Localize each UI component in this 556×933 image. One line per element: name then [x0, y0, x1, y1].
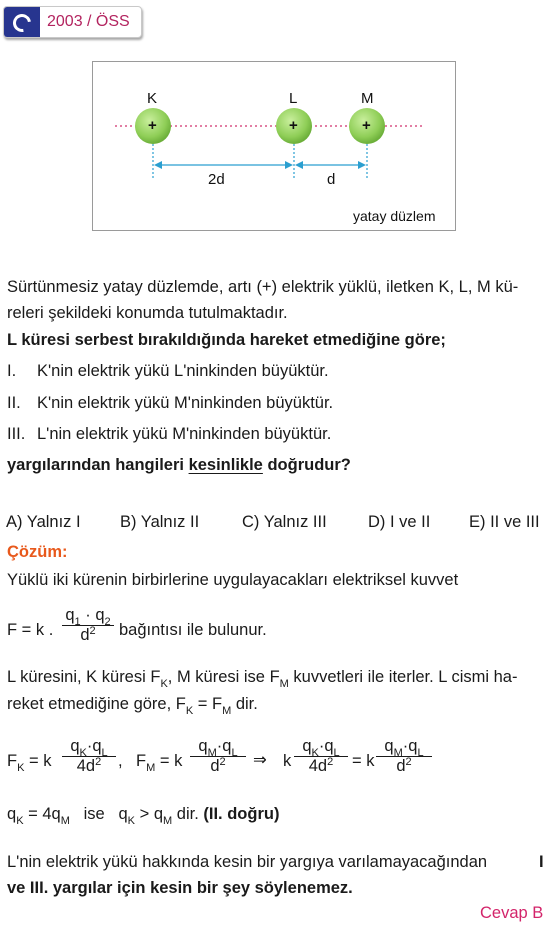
year-tag — [3, 6, 142, 38]
plane-label: yatay düzlem — [353, 208, 436, 224]
solution-line-1: Yüklü iki kürenin birbirlerine uygulayacakları elektriksel kuvvet — [7, 571, 459, 589]
conclusion-bold-i: I — [539, 853, 544, 871]
label-k: K — [147, 90, 158, 107]
eq-fm-fraction: $q_M\cdot q_L$ $d^2$ — [190, 737, 246, 776]
solution-para-2-line-1: L küresini, K küresi $F_K$, M küresi ise $F_M$ kuvvetleri ile iterler. L cismi ha- — [7, 668, 518, 690]
prompt-post: doğrudur? — [262, 456, 351, 474]
option-e[interactable]: E) II ve III — [469, 513, 540, 531]
statement-3-num: III. — [7, 425, 26, 443]
tag-icon-box — [4, 7, 40, 38]
result-dir: dir. — [176, 805, 199, 823]
solution-para-2-line-2: reket etmediğine göre, $F_K = F_M$ dir. — [7, 695, 258, 717]
option-b[interactable]: B) Yalnız II — [120, 513, 200, 531]
dim-kl-label: 2d — [208, 171, 225, 188]
eq-comma: , — [118, 752, 123, 770]
coulomb-numerator: $q_1 \cdot q_2$ — [65, 606, 111, 628]
eq-k1: k — [283, 752, 292, 770]
option-a[interactable]: A) Yalnız I — [6, 513, 81, 531]
result-row: $q_K = 4q_M$ ise $q_K > q_M$ dir. (II. doğru) — [7, 805, 280, 827]
para2-c: kuvvetleri ile iterler. L cismi ha- — [288, 668, 518, 686]
answer-label: Cevap B — [480, 904, 544, 922]
para2-a: L küresini, K küresi F — [7, 668, 161, 686]
option-d[interactable]: D) I ve II — [368, 513, 431, 531]
result-ise: ise — [83, 805, 105, 823]
arrow-lm-right — [358, 161, 366, 169]
formula-rhs: bağıntısı ile bulunur. — [119, 621, 267, 639]
question-line-1: Sürtünmesiz yatay düzlemde, artı (+) elektrik yüklü, iletken K, L, M kü- — [7, 278, 519, 296]
eq-fk-fraction: $q_K\cdot q_L$ $4d^2$ — [62, 737, 116, 776]
statement-1-text: K'nin elektrik yükü L'ninkinden büyüktür. — [37, 362, 329, 380]
eq-fm-lhs: $F_M = k$ — [136, 752, 183, 774]
statement-3-text: L'nin elektrik yükü M'ninkinden büyüktür. — [37, 425, 332, 443]
eq-rhs-fraction: $q_M\cdot q_L$ $d^2$ — [376, 737, 432, 776]
charge-k: + — [148, 117, 157, 134]
statement-1-num: I. — [7, 362, 17, 380]
para2-b: , M küresi ise F — [167, 668, 280, 686]
question-line-2: releri şekildeki konumda tutulmaktadır. — [7, 304, 288, 322]
formula-lhs: F = k . — [7, 621, 54, 639]
charge-m: + — [362, 117, 371, 134]
solution-heading: Çözüm: — [7, 543, 68, 561]
arrow-kl-left — [154, 161, 162, 169]
statement-3 — [7, 425, 332, 444]
charge-l: + — [289, 117, 298, 134]
tag-label: 2003 / ÖSS — [47, 13, 130, 30]
prompt-pre: yargılarından hangileri — [7, 456, 189, 474]
eq-equals-k: = k — [352, 752, 375, 770]
prompt-underlined: kesinlikle — [188, 456, 263, 474]
coulomb-denominator: $d^2$ — [80, 625, 96, 644]
question-condition: L küresi serbest bırakıldığında hareket etmediğine göre; — [7, 331, 446, 349]
conclusion-line-1 — [7, 853, 487, 872]
conclusion-line-2: ve III. yargılar için kesin bir şey söylenemez. — [7, 879, 353, 897]
label-l: L — [289, 90, 298, 107]
spheres-diagram — [93, 62, 455, 230]
question-prompt — [7, 456, 351, 475]
coulomb-fraction — [62, 606, 114, 645]
conclusion-text-1: L'nin elektrik yükü hakkında kesin bir yargıya varılamayacağından — [7, 853, 488, 871]
option-c[interactable]: C) Yalnız III — [242, 513, 327, 531]
dim-lm-label: d — [327, 171, 336, 188]
eq-fk-lhs: $F_K = k$ — [7, 752, 52, 774]
para2-d: reket etmediğine göre, F — [7, 695, 186, 713]
statement-2-text: K'nin elektrik yükü M'ninkinden büyüktür. — [37, 394, 334, 412]
statement-2-num: II. — [7, 394, 21, 412]
physics-figure — [92, 61, 456, 231]
implies-arrow-icon: ⇒ — [253, 751, 267, 769]
arrow-lm-left — [295, 161, 303, 169]
para2-e: dir. — [231, 695, 258, 713]
eq-lhs-fraction: $q_K\cdot q_L$ $4d^2$ — [294, 737, 348, 776]
label-m: M — [361, 90, 374, 107]
statement-1 — [7, 362, 329, 381]
result-bold: (II. doğru) — [203, 805, 280, 823]
arrow-kl-right — [285, 161, 293, 169]
statement-2 — [7, 394, 334, 413]
refresh-ring-icon — [9, 10, 34, 35]
